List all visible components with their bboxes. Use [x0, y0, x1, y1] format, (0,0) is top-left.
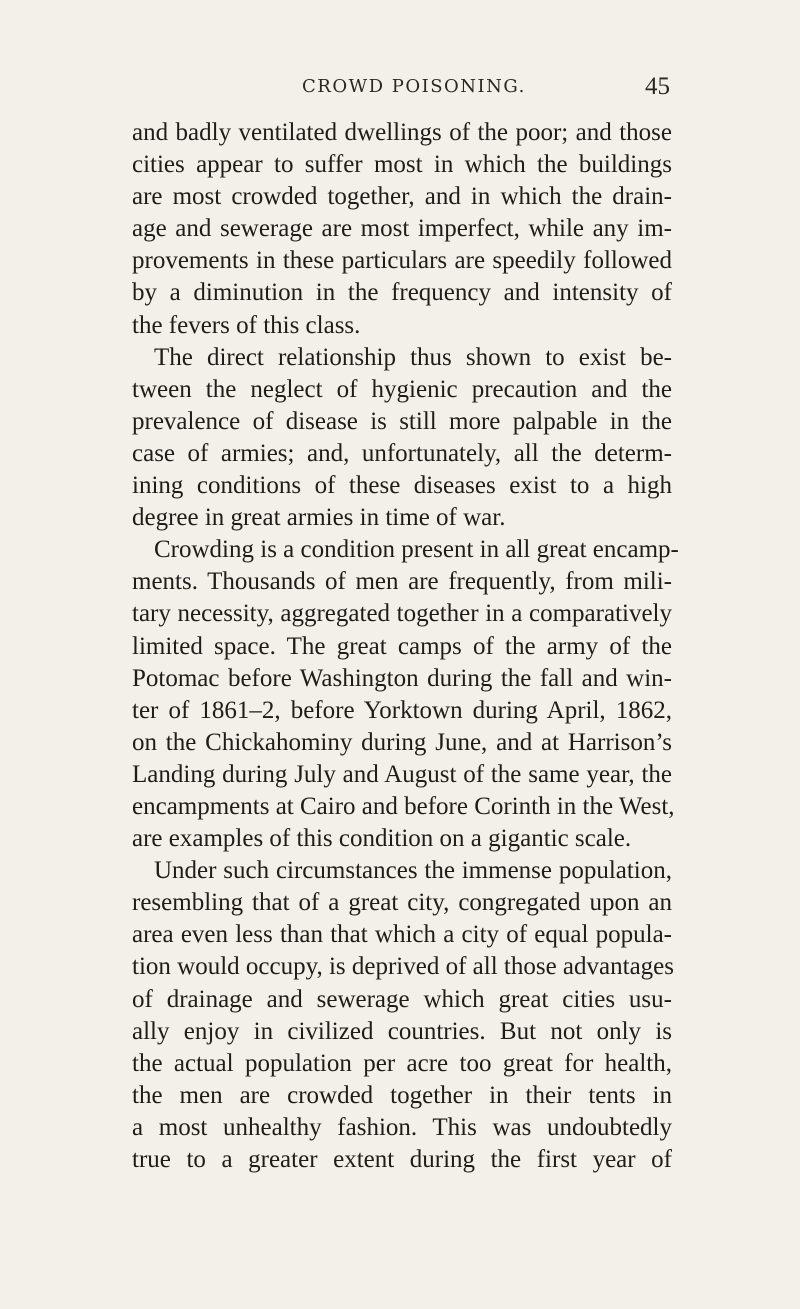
text-line: Under such circumstances the immense population,: [154, 857, 672, 885]
text-line: on the Chickahominy during June, and at Harrison’s: [132, 728, 672, 756]
text-line: prevalence of disease is still more palpable in the: [132, 407, 672, 435]
text-line: of drainage and sewerage which great cities usu-: [132, 985, 672, 1013]
text-line: limited space. The great camps of the army of the: [132, 632, 672, 660]
text-line: tween the neglect of hygienic precaution and the: [132, 375, 672, 403]
body-text: [132, 117, 679, 1176]
text-line: ments. Thousands of men are frequently, from mili-: [132, 568, 672, 596]
text-line: by a diminution in the frequency and intensity of: [132, 279, 672, 307]
text-line: Potomac before Washington during the fall and win-: [132, 664, 672, 692]
text-line: true to a greater extent during the first year of: [132, 1146, 672, 1173]
text-line: age and sewerage are most imperfect, while any im-: [132, 215, 672, 243]
text-line: resembling that of a great city, congregated upon an: [132, 889, 672, 917]
text-line: the actual population per acre too great for health,: [132, 1049, 672, 1077]
text-line: area even less than that which a city of equal popula-: [132, 921, 672, 949]
text-line: the fevers of this class.: [132, 311, 361, 339]
text-line: tion would occupy, is deprived of all those advantages: [132, 953, 674, 981]
text-line: are examples of this condition on a gigantic scale.: [132, 825, 632, 853]
text-line: encampments at Cairo and before Corinth in the West,: [132, 792, 675, 820]
text-line: tary necessity, aggregated together in a comparatively: [132, 600, 672, 628]
text-line: ter of 1861–2, before Yorktown during April, 1862,: [132, 696, 672, 724]
text-line: cities appear to suffer most in which the buildings: [132, 151, 672, 179]
page-number: 45: [645, 73, 670, 100]
text-line: degree in great armies in time of war.: [132, 504, 506, 532]
text-line: case of armies; and, unfortunately, all the determ-: [132, 439, 672, 467]
text-line: Crowding is a condition present in all great encamp-: [154, 536, 679, 564]
text-line: a most unhealthy fashion. This was undoubtedly: [132, 1113, 672, 1141]
running-title: CROWD POISONING.: [302, 76, 526, 97]
text-line: The direct relationship thus shown to exist be-: [154, 343, 672, 371]
text-line: ally enjoy in civilized countries. But not only is: [132, 1017, 672, 1045]
text-line: and badly ventilated dwellings of the poor; and those: [132, 119, 672, 146]
running-head: [132, 73, 670, 106]
text-line: ining conditions of these diseases exist to a high: [132, 472, 672, 500]
text-line: provements in these particulars are speedily followed: [132, 247, 672, 275]
text-line: Landing during July and August of the same year, the: [132, 760, 672, 788]
text-line: the men are crowded together in their tents in: [132, 1081, 672, 1109]
text-line: are most crowded together, and in which the drain-: [132, 183, 672, 211]
